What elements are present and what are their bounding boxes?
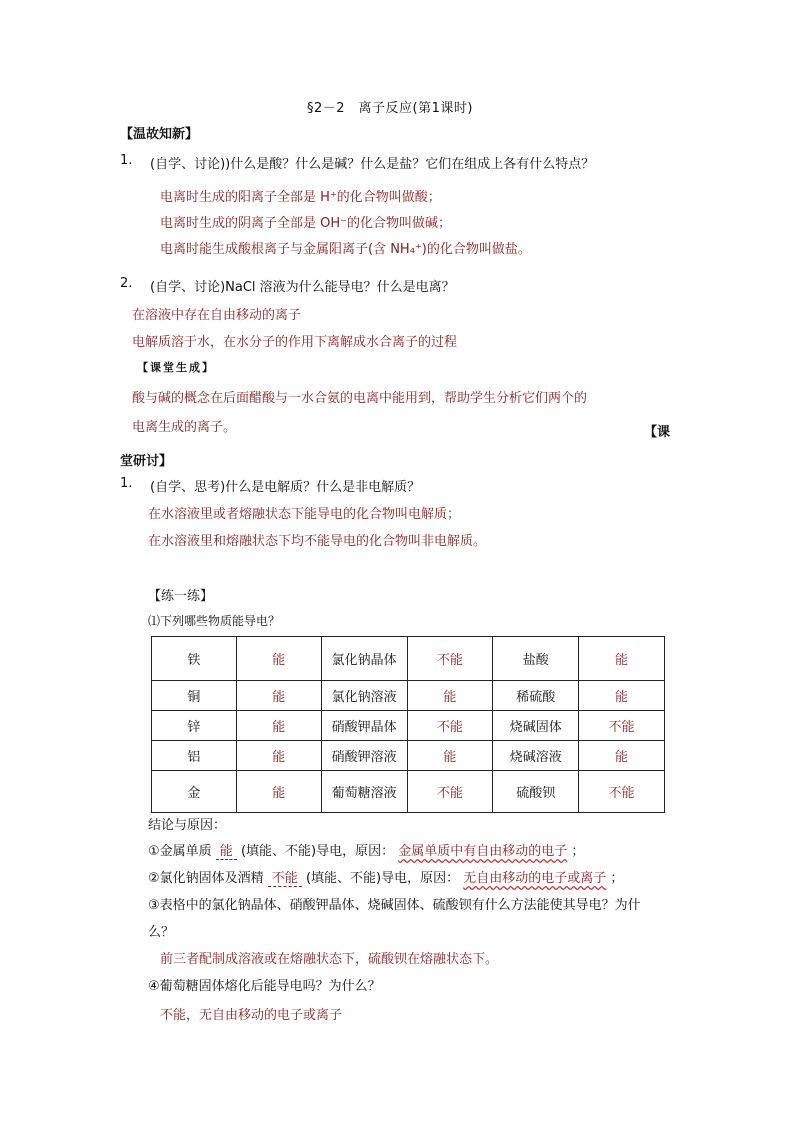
answer-line: 电离时能生成酸根离子与金属阳离子(含 NH₄⁺)的化合物叫做盐。 — [160, 242, 531, 257]
conclusion-prefix: ①金属单质 — [148, 844, 212, 859]
table-answer-cell: 能 — [579, 681, 665, 711]
conclusion-3-question-cont: 么？ — [148, 925, 175, 940]
table-cell: 铁 — [152, 637, 237, 681]
conclusion-2 — [148, 867, 623, 886]
conclusion-end: ； — [571, 844, 585, 859]
question-text: (自学、讨论)NaCl 溶液为什么能导电？什么是电离？ — [150, 280, 455, 295]
table-answer-cell: 能 — [407, 741, 493, 771]
conclusion-prefix: ②氯化钠固体及酒精 — [148, 871, 264, 886]
table-cell: 氯化钠晶体 — [321, 637, 407, 681]
table-cell: 烧碱固体 — [493, 711, 579, 741]
conclusion-middle: (填能、不能)导电，原因： — [305, 871, 460, 886]
table-cell: 稀硫酸 — [493, 681, 579, 711]
table-answer-cell: 能 — [236, 741, 321, 771]
table-cell: 烧碱溶液 — [493, 741, 579, 771]
note-line: 电离生成的离子。 — [132, 420, 237, 435]
table-cell: 金 — [152, 771, 237, 813]
table-row — [152, 771, 665, 813]
answer-line: 电离时生成的阳离子全部是 H⁺的化合物叫做酸； — [160, 190, 441, 205]
conclusion-4-answer: 不能，无自由移动的电子或离子 — [160, 1008, 343, 1023]
practice-subheading: ⑴下列哪些物质能导电？ — [148, 614, 281, 628]
conclusion-3-question: ③表格中的氯化钠晶体、硝酸钾晶体、烧碱固体、硫酸钡有什么方法能使其导电？为什 — [148, 898, 641, 913]
answer-line: 电离时生成的阴离子全部是 OH⁻的化合物叫做碱； — [160, 216, 452, 231]
question-number: 1. — [120, 476, 133, 491]
section-heading-discussion-cont: 堂研讨】 — [120, 454, 173, 469]
table-cell: 氯化钠溶液 — [321, 681, 407, 711]
table-answer-cell: 能 — [236, 637, 321, 681]
question-text: (自学、讨论))什么是酸？什么是碱？什么是盐？它们在组成上各有什么特点？ — [150, 157, 595, 172]
table-cell: 锌 — [152, 711, 237, 741]
table-answer-cell: 不能 — [579, 771, 665, 813]
table-answer-cell: 能 — [236, 771, 321, 813]
answer-line: 在水溶液里和熔融状态下均不能导电的化合物叫非电解质。 — [148, 534, 487, 549]
conclusion-middle: (填能、不能)导电，原因： — [240, 844, 395, 859]
table-answer-cell: 能 — [236, 711, 321, 741]
answer-line: 电解质溶于水，在水分子的作用下离解成水合离子的过程 — [132, 335, 458, 350]
table-row — [152, 741, 665, 771]
conclusion-end: ； — [610, 871, 624, 886]
reason-text: 金属单质中有自由移动的电子 — [398, 844, 568, 859]
table-answer-cell: 不能 — [579, 711, 665, 741]
section-heading-class-note: 【课堂生成】 — [137, 361, 215, 374]
table-answer-cell: 不能 — [407, 637, 493, 681]
reason-text: 无自由移动的电子或离子 — [463, 871, 607, 886]
table-cell: 铜 — [152, 681, 237, 711]
table-answer-cell: 能 — [407, 681, 493, 711]
conclusion-4-question: ④葡萄糖固体熔化后能导电吗？为什么？ — [148, 979, 381, 994]
note-line: 酸与碱的概念在后面醋酸与一水合氨的电离中能用到，帮助学生分析它们两个的 — [132, 391, 588, 406]
section-heading-discussion: 【课 — [644, 425, 671, 440]
conductivity-table — [151, 636, 665, 813]
conclusion-1 — [148, 840, 584, 859]
table-answer-cell: 不能 — [407, 771, 493, 813]
table-answer-cell: 能 — [236, 681, 321, 711]
answer-line: 在水溶液里或者熔融状态下能导电的化合物叫电解质； — [148, 507, 461, 522]
table-row — [152, 637, 665, 681]
table-cell: 盐酸 — [493, 637, 579, 681]
table-cell: 硫酸钡 — [493, 771, 579, 813]
table-row — [152, 681, 665, 711]
fill-blank: 能 — [216, 844, 237, 860]
table-cell: 硝酸钾晶体 — [321, 711, 407, 741]
table-cell: 硝酸钾溶液 — [321, 741, 407, 771]
section-heading-practice: 【练一练】 — [148, 589, 214, 604]
table-answer-cell: 不能 — [407, 711, 493, 741]
conclusion-3-answer: 前三者配制成溶液或在熔融状态下，硫酸钡在熔融状态下。 — [160, 952, 499, 967]
answer-line: 在溶液中存在自由移动的离子 — [132, 308, 302, 323]
section-heading-review: 【温故知新】 — [120, 127, 199, 142]
question-text: (自学、思考)什么是电解质？什么是非电解质？ — [150, 480, 421, 495]
table-answer-cell: 能 — [579, 741, 665, 771]
question-number: 2. — [120, 276, 133, 291]
table-answer-cell: 能 — [579, 637, 665, 681]
table-cell: 铝 — [152, 741, 237, 771]
question-number: 1. — [120, 153, 133, 168]
table-cell: 葡萄糖溶液 — [321, 771, 407, 813]
conclusion-heading: 结论与原因： — [148, 818, 227, 833]
fill-blank: 不能 — [268, 871, 302, 887]
page-title: §2－2 离子反应(第1课时) — [307, 101, 473, 116]
table-row — [152, 711, 665, 741]
